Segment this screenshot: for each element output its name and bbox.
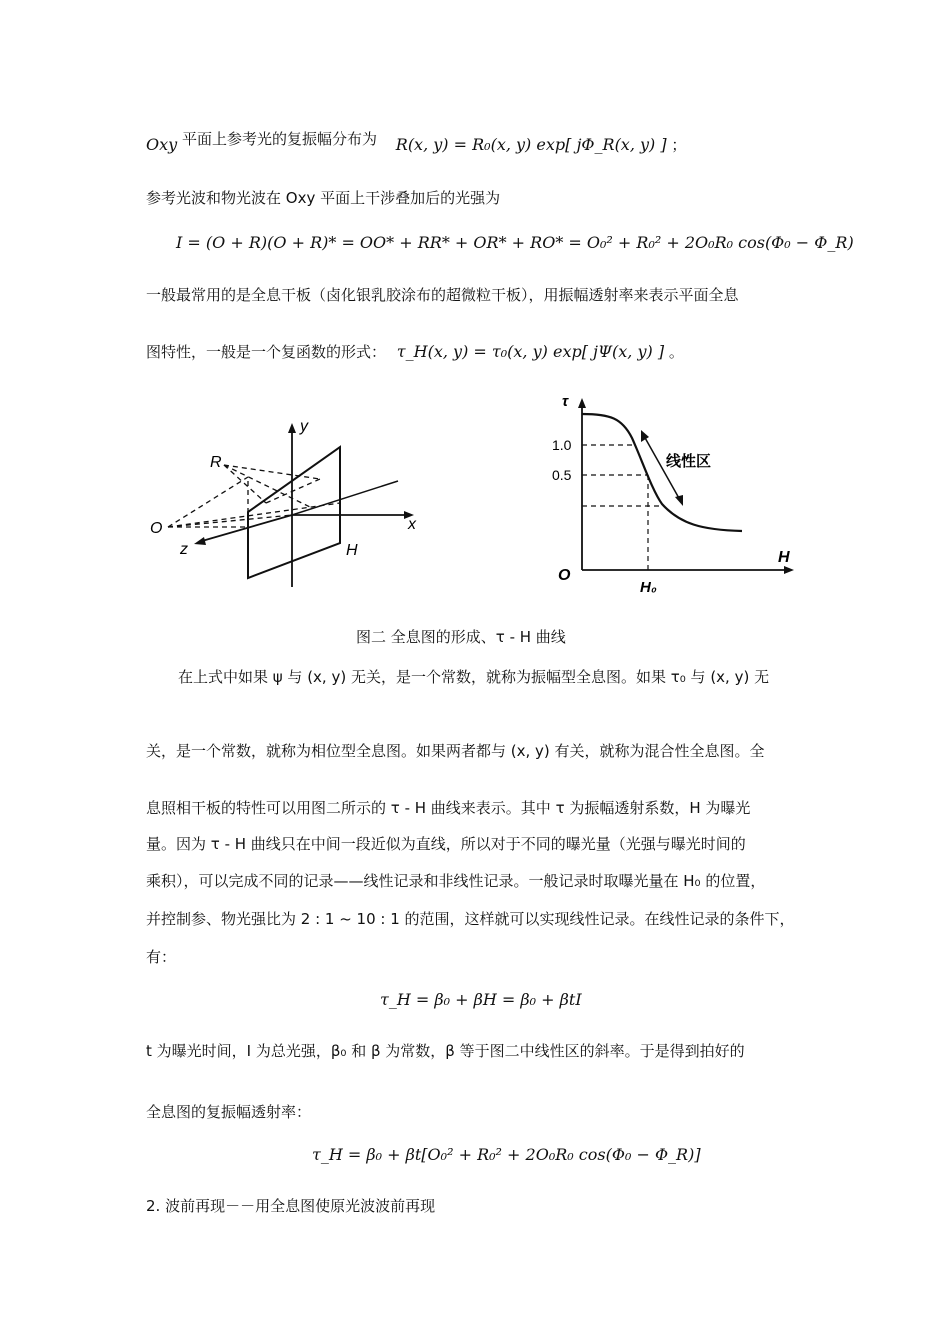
plate-description-line2 xyxy=(146,341,684,362)
guide-lines xyxy=(582,445,664,570)
interference-intro-line: 参考光波和物光波在 Oxy 平面上干涉叠加后的光强为 xyxy=(146,189,501,207)
para3-line1: t 为曝光时间，I 为总光强，β₀ 和 β 为常数，β 等于图二中线性区的斜率。于是得到拍好的 xyxy=(146,1042,745,1060)
z-label: z xyxy=(180,541,188,558)
para3-line2: 全息图的复振幅透射率： xyxy=(146,1103,312,1121)
intensity-equation: I = (O + R)(O + R)* = OO* + RR* + OR* + RO* = O₀² + R₀² + 2O₀R₀ cos(Φ₀ − Φ_R) xyxy=(176,233,854,252)
h-label: H xyxy=(346,542,358,559)
linear-region-arrow-head-bottom xyxy=(675,495,683,506)
tau-label: τ xyxy=(562,393,569,410)
r-label: R xyxy=(210,454,222,471)
hologram-plate xyxy=(248,447,340,578)
para2-line5: 乘积），可以完成不同的记录——线性记录和非线性记录。一般记录时取曝光量在 H₀ 的位置， xyxy=(146,872,766,890)
x-label: x xyxy=(408,516,416,533)
reference-light-line xyxy=(146,130,687,155)
tau-h-curve xyxy=(540,390,810,600)
line1-suffix: ； xyxy=(671,136,687,154)
o-label: O xyxy=(150,520,163,537)
linear-region-arrow-head-top xyxy=(641,430,649,442)
h0-label: H₀ xyxy=(640,579,657,596)
origin-label: O xyxy=(558,567,571,584)
tick-1-label: 1.0 xyxy=(552,437,572,453)
h-axis-label: H xyxy=(778,549,790,566)
plate-description-line1: 一般最常用的是全息干板（卤化银乳胶涂布的超微粒干板），用振幅透射率来表示平面全息 xyxy=(146,286,739,304)
z-axis-arrow xyxy=(194,537,206,545)
section-heading: 2. 波前再现－－用全息图使原光波波前再现 xyxy=(146,1197,436,1215)
reference-light-text: 平面上参考光的复振幅分布为 xyxy=(181,130,377,148)
para2-line2: 关，是一个常数，就称为相位型全息图。如果两者都与 (x, y) 有关，就称为混合性全息图。全 xyxy=(146,742,765,760)
linear-equation: τ_H = β₀ + βH = β₀ + βtI xyxy=(380,990,582,1009)
para2-line3: 息照相干板的特性可以用图二所示的 τ - H 曲线来表示。其中 τ 为振幅透射系数，H 为曝光 xyxy=(146,799,751,817)
y-label: y xyxy=(300,418,308,435)
object-rays xyxy=(168,477,340,527)
linear-region-label: 线性区 xyxy=(666,453,712,470)
hologram-formation-diagram xyxy=(140,415,430,600)
para2-line4: 量。因为 τ - H 曲线只在中间一段近似为直线，所以对于不同的曝光量（光强与曝光时间的 xyxy=(146,835,746,853)
figure-caption: 图二 全息图的形成、τ - H 曲线 xyxy=(356,628,566,646)
plate-horizontal-line xyxy=(292,481,398,515)
tau-axis-arrow xyxy=(578,398,586,408)
reference-light-formula: R(x, y) = R₀(x, y) exp[ jΦ_R(x, y) ] xyxy=(395,135,667,154)
h-axis-arrow xyxy=(784,566,794,574)
oxy-variable: Oxy xyxy=(146,135,178,154)
transmission-curve xyxy=(582,414,742,531)
plate-description-text: 图特性，一般是一个复函数的形式： xyxy=(146,343,387,361)
tick-05-label: 0.5 xyxy=(552,467,572,483)
y-axis-arrow xyxy=(288,423,296,433)
para2-line6: 并控制参、物光强比为 2 : 1 ~ 10 : 1 的范围，这样就可以实现线性记录。在线性记录的条件下， xyxy=(146,910,795,928)
para2-line7: 有： xyxy=(146,948,177,966)
transmission-equation: τ_H = β₀ + βt[O₀² + R₀² + 2O₀R₀ cos(Φ₀ − Φ_R)] xyxy=(312,1145,701,1164)
para2-line1: 在上式中如果 ψ 与 (x, y) 无关，是一个常数，就称为振幅型全息图。如果 τ₀ 与 (x, y) 无 xyxy=(178,668,770,686)
plate-description-suffix: 。 xyxy=(668,343,684,361)
transmittance-formula: τ_H(x, y) = τ₀(x, y) exp[ jΨ(x, y) ] xyxy=(396,342,665,361)
